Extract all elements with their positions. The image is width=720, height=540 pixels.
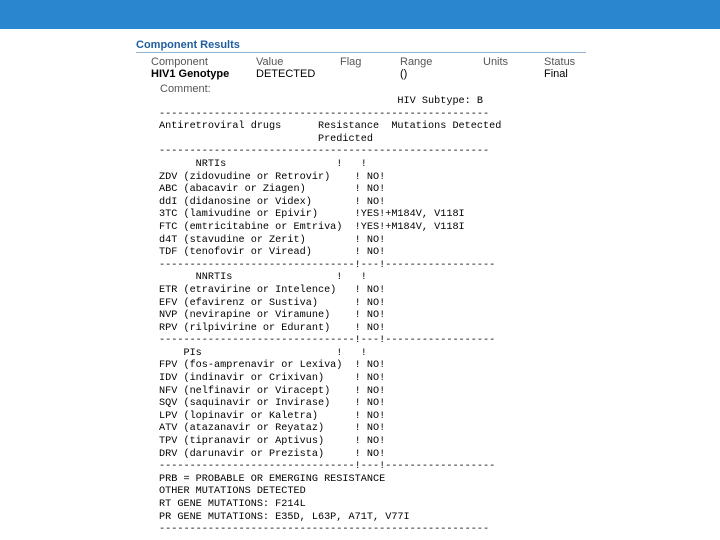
report-line: NVP (nevirapine or Viramune) ! NO! <box>159 310 386 322</box>
header-value: Value <box>256 56 284 68</box>
section-divider <box>136 52 586 53</box>
report-line: TDF (tenofovir or Viread) ! NO! <box>159 247 386 259</box>
report-line: ZDV (zidovudine or Retrovir) ! NO! <box>159 171 386 183</box>
report-line: FPV (fos-amprenavir or Lexiva) ! NO! <box>159 360 386 372</box>
header-units: Units <box>483 56 509 68</box>
component-range: () <box>400 68 408 80</box>
results-row <box>151 68 591 81</box>
report-line: FTC (emtricitabine or Emtriva) !YES!+M184V, V118I <box>159 221 465 233</box>
component-status: Final <box>544 68 568 80</box>
report-line: ATV (atazanavir or Reyataz) ! NO! <box>159 423 386 435</box>
report-line: Predicted <box>159 133 373 145</box>
report-line: NRTIs ! ! <box>159 158 367 170</box>
report-line: NFV (nelfinavir or Viracept) ! NO! <box>159 385 386 397</box>
component-value: DETECTED <box>256 68 316 80</box>
report-line: ABC (abacavir or Ziagen) ! NO! <box>159 184 386 196</box>
report-line: 3TC (lamivudine or Epivir) !YES!+M184V, V118I <box>159 209 465 221</box>
header-range: Range <box>400 56 433 68</box>
report-line: --------------------------------!---!------------------ <box>159 335 496 347</box>
report-line: ddI (didanosine or Videx) ! NO! <box>159 196 386 208</box>
section-title: Component Results <box>136 39 240 51</box>
report-line: OTHER MUTATIONS DETECTED <box>159 486 306 498</box>
report-line: ------------------------------------------------------ <box>159 524 490 536</box>
report-line: --------------------------------!---!------------------ <box>159 259 496 271</box>
report-line: IDV (indinavir or Crixivan) ! NO! <box>159 373 386 385</box>
report-line: PR GENE MUTATIONS: E35D, L63P, A71T, V77I <box>159 511 410 523</box>
report-line: LPV (lopinavir or Kaletra) ! NO! <box>159 410 386 422</box>
report-line: d4T (stavudine or Zerit) ! NO! <box>159 234 386 246</box>
header-flag: Flag <box>340 56 362 68</box>
report-line: NNRTIs ! ! <box>159 272 367 284</box>
report-line: SQV (saquinavir or Invirase) ! NO! <box>159 398 386 410</box>
comment-label: Comment: <box>160 83 211 95</box>
report-line: HIV Subtype: B <box>159 96 484 107</box>
report-line: DRV (darunavir or Prezista) ! NO! <box>159 448 386 460</box>
report-line: ------------------------------------------------------ <box>159 108 490 120</box>
header-status: Status <box>544 56 576 68</box>
genotype-report <box>159 96 501 537</box>
top-banner <box>0 0 720 29</box>
report-line: PIs ! ! <box>159 347 367 359</box>
report-line: Antiretroviral drugs Resistance Mutations Detected <box>159 121 502 133</box>
report-line: TPV (tipranavir or Aptivus) ! NO! <box>159 436 386 448</box>
report-line: RT GENE MUTATIONS: F214L <box>159 499 306 510</box>
component-name: HIV1 Genotype <box>151 68 230 80</box>
report-line: --------------------------------!---!------------------ <box>159 461 496 473</box>
report-line: EFV (efavirenz or Sustiva) ! NO! <box>159 297 386 309</box>
report-line: RPV (rilpivirine or Edurant) ! NO! <box>159 322 386 334</box>
report-line: ------------------------------------------------------ <box>159 146 490 158</box>
report-line: PRB = PROBABLE OR EMERGING RESISTANCE <box>159 473 386 485</box>
header-component: Component <box>151 56 208 68</box>
report-line: ETR (etravirine or Intelence) ! NO! <box>159 284 386 296</box>
